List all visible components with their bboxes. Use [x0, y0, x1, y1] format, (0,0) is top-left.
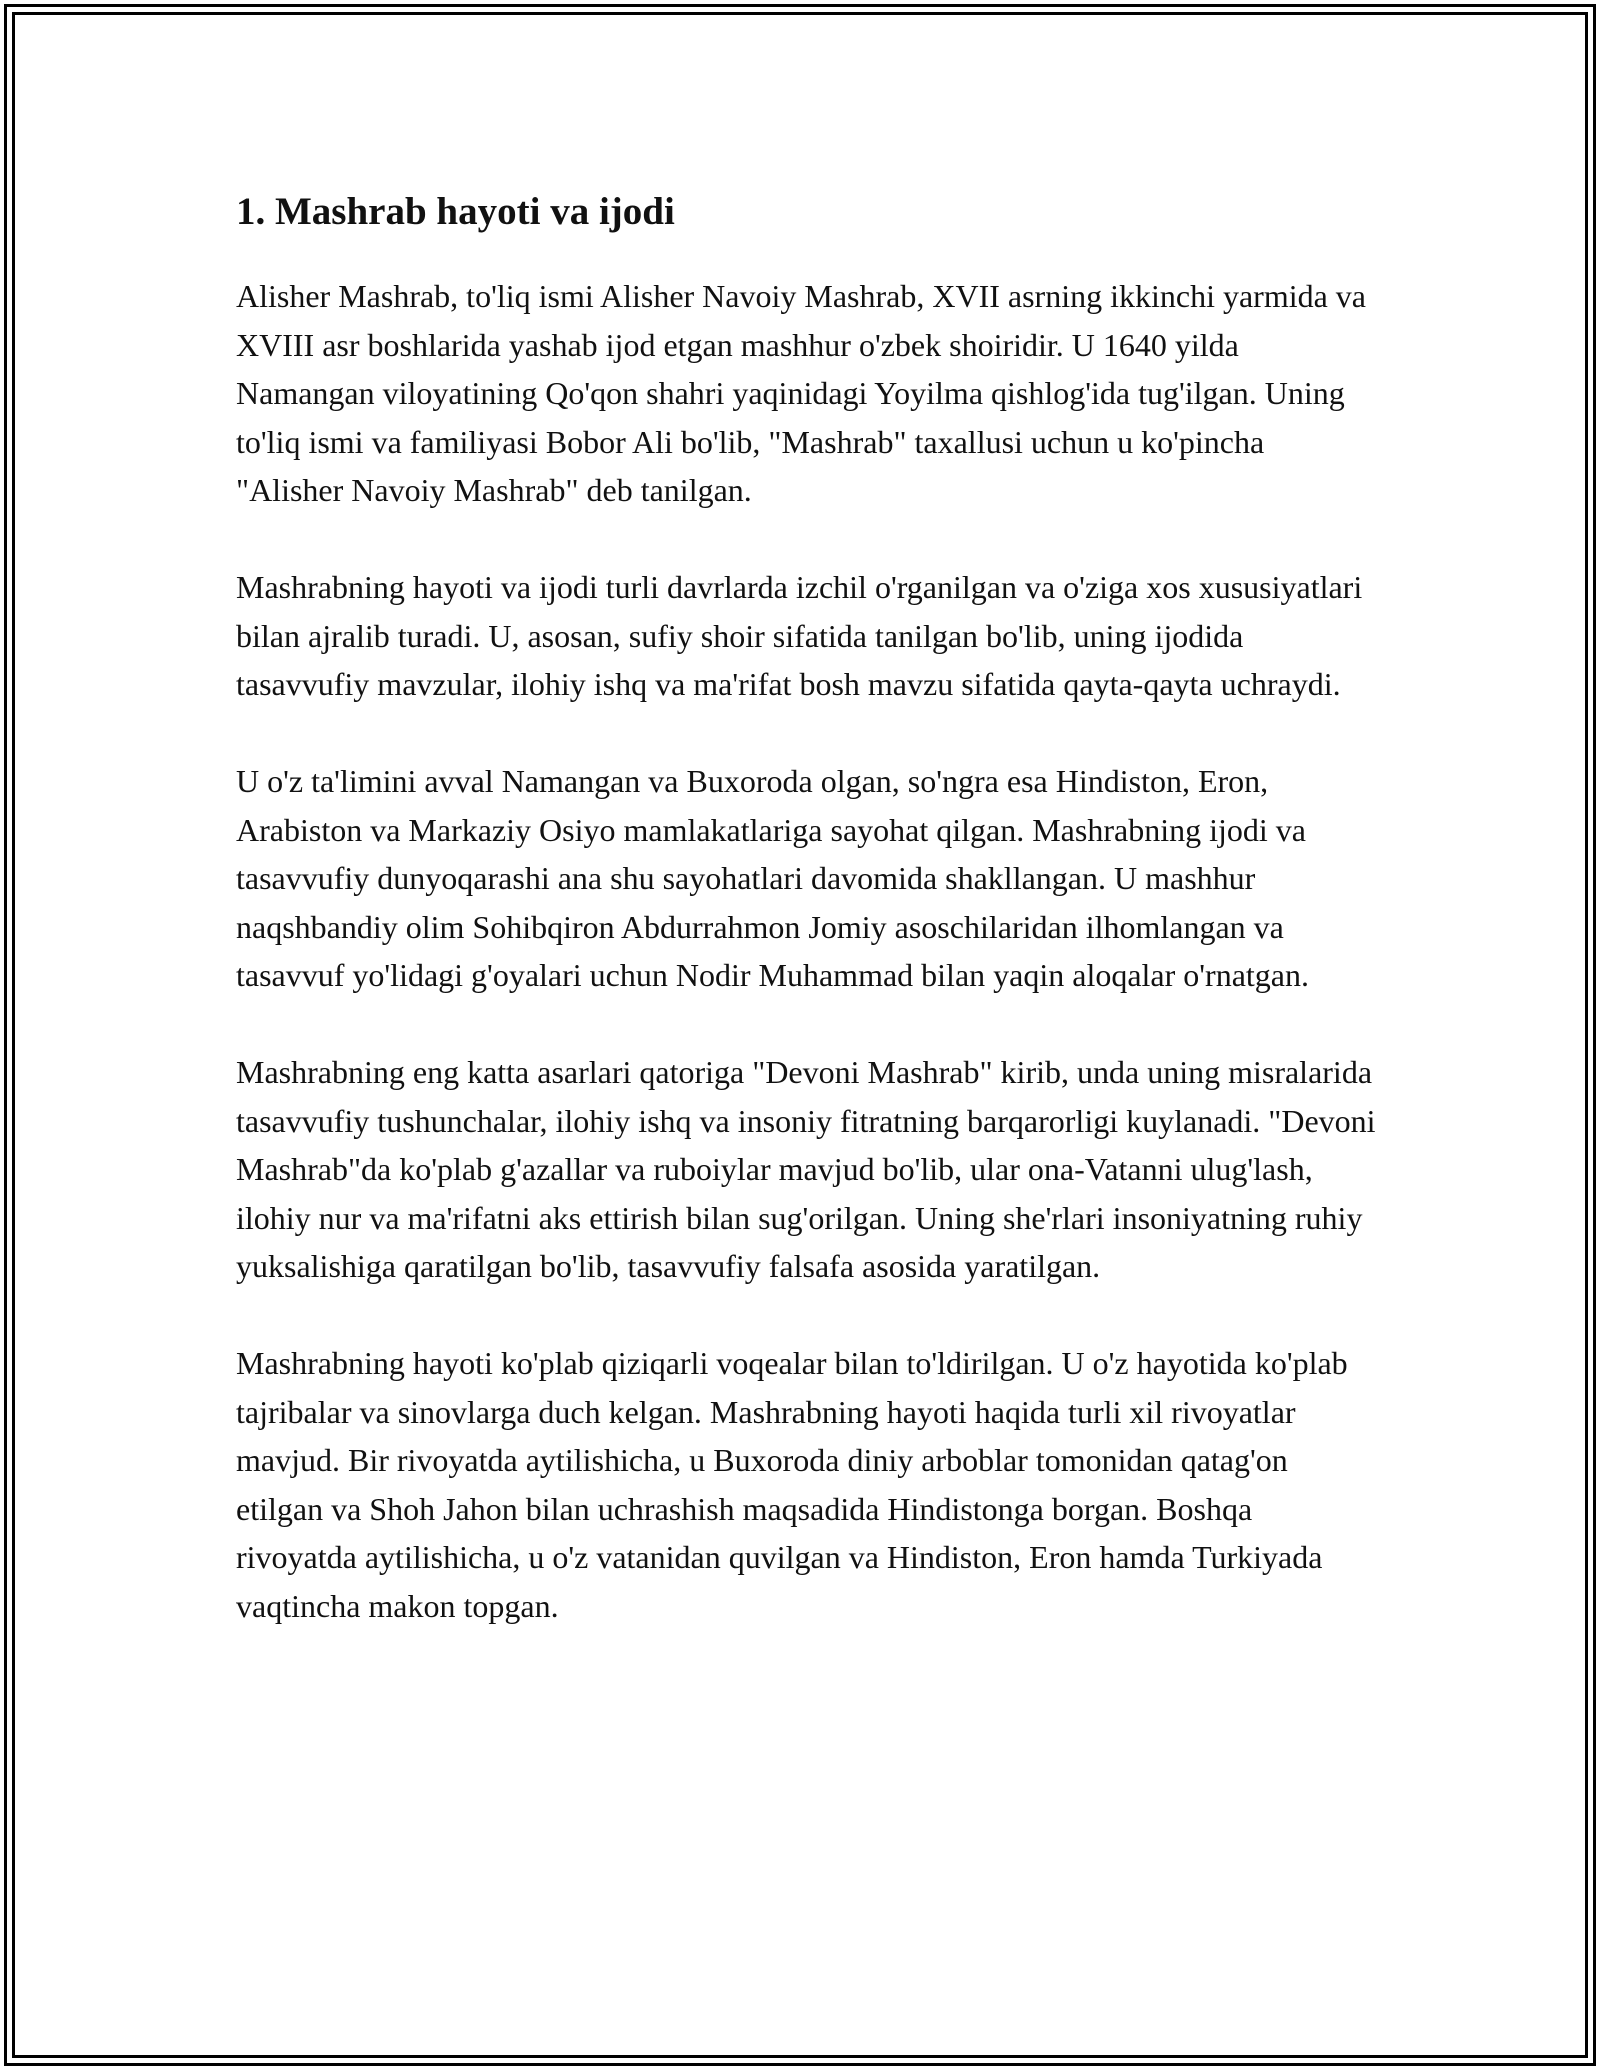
- paragraph-5: Mashrabning hayoti ko'plab qiziqarli voqealar bilan to'ldirilgan. U o'z hayotida ko'plab tajribalar va sinovlarga duch kelgan. Mashrabning hayoti haqida turli xil rivoyatlar mavjud. Bir rivoyatda aytilishicha, u Buxoroda diniy arboblar tomonidan qatag'on etilgan va Shoh Jahon bilan uchrashish maqsadida Hindistonga borgan. Boshqa rivoyatda aytilishicha, u o'z vatanidan quvilgan va Hindiston, Eron hamda Turkiyada vaqtincha makon topgan.: [236, 1345, 1348, 1624]
- paragraph-3: U o'z ta'limini avval Namangan va Buxoroda olgan, so'ngra esa Hindiston, Eron, Arabiston va Markaziy Osiyo mamlakatlariga sayohat qilgan. Mashrabning ijodi va tasavvufiy dunyoqarashi ana shu sayohatlari davomida shakllangan. U mashhur naqshbandiy olim Sohibqiron Abdurrahmon Jomiy asoschilaridan ilhomlangan va tasavvuf yo'lidagi g'oyalari uchun Nodir Muhammad bilan yaqin aloqalar o'rnatgan.: [236, 763, 1309, 993]
- section-heading: 1. Mashrab hayoti va ijodi: [236, 190, 675, 233]
- paragraph-2: Mashrabning hayoti va ijodi turli davrlarda izchil o'rganilgan va o'ziga xos xususiyatlari bilan ajralib turadi. U, asosan, sufiy shoir sifatida tanilgan bo'lib, uning ijodida tasavvufiy mavzular, ilohiy ishq va ma'rifat bosh mavzu sifatida qayta-qayta uchraydi.: [236, 569, 1363, 702]
- paragraph-1: Alisher Mashrab, to'liq ismi Alisher Navoiy Mashrab, XVII asrning ikkinchi yarmida va XVIII asr boshlarida yashab ijod etgan mashhur o'zbek shoiridir. U 1640 yilda Namangan viloyatining Qo'qon shahri yaqinidagi Yoyilma qishlog'ida tug'ilgan. Uning to'liq ismi va familiyasi Bobor Ali bo'lib, "Mashrab" taxallusi uchun u ko'pincha "Alisher Navoiy Mashrab" deb tanilgan.: [236, 278, 1366, 508]
- document-body: [236, 180, 1376, 1679]
- paragraph-4: Mashrabning eng katta asarlari qatoriga "Devoni Mashrab" kirib, unda uning misralarida tasavvufiy tushunchalar, ilohiy ishq va insoniy fitratning barqarorligi kuylanadi. "Devoni Mashrab"da ko'plab g'azallar va ruboiylar mavjud bo'lib, ular ona-Vatanni ulug'lash, ilohiy nur va ma'rifatni aks ettirish bilan sug'orilgan. Uning she'rlari insoniyatning ruhiy yuksalishiga qaratilgan bo'lib, tasavvufiy falsafa asosida yaratilgan.: [236, 1054, 1376, 1284]
